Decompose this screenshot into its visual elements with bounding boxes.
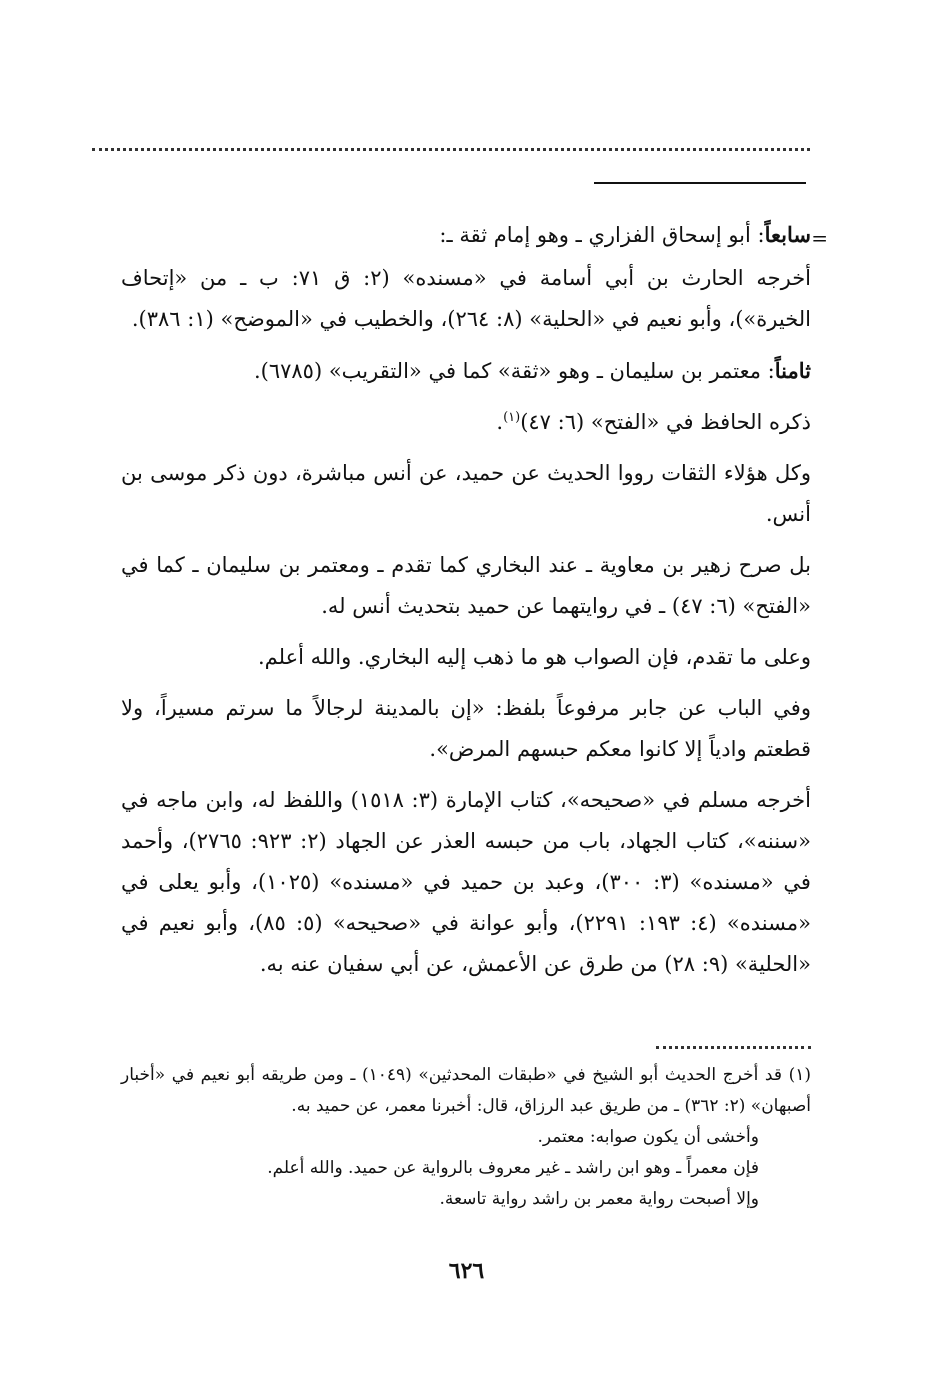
paragraph-label: سابعاً — [764, 222, 811, 247]
footnote-continuation: وإلا أصبحت رواية معمر بن راشد رواية تاسعة. — [439, 1189, 759, 1209]
page-number: ٦٢٦ — [448, 1258, 485, 1284]
footnotes — [121, 1060, 811, 1215]
paragraph-text: ذكره الحافظ في «الفتح» (٦: ٤٧) — [520, 410, 811, 434]
header-dotted-rule — [92, 148, 810, 151]
main-text — [121, 214, 811, 995]
paragraph-text: وفي الباب عن جابر مرفوعاً بلفظ: «إن بالمدينة لرجالاً ما سرتم مسيراً، ولا قطعتم وادياً إلا كانوا معكم حبسهم المرض». — [121, 696, 811, 761]
footnote-reference: (١) — [503, 410, 521, 425]
paragraph-zuhair — [121, 545, 811, 627]
footnote-continuation: فإن معمراً ـ وهو ابن راشد ـ غير معروف بالرواية عن حميد. والله أعلم. — [267, 1158, 759, 1178]
paragraph-text: أخرجه الحارث بن أبي أسامة في «مسنده» (٢: ق ٧١: ب ـ من «إتحاف الخيرة»)، وأبو نعيم في «الحلية» (٨: ٢٦٤)، والخطيب في «الموضح» (١: ٣٨٦). — [121, 266, 812, 331]
footnote-continuation: وأخشى أن يكون صوابه: معتمر. — [537, 1127, 759, 1147]
paragraph-text: : معتمر بن سليمان ـ وهو «ثقة» كما في «التقريب» (٦٧٨٥). — [253, 359, 775, 383]
paragraph-takhrij-1 — [121, 258, 811, 340]
paragraph-text: أخرجه مسلم في «صحيحه»، كتاب الإمارة (٣: ١٥١٨) واللفظ له، وابن ماجه في «سننه»، كتاب الجهاد، باب من حبسه العذر عن الجهاد (٢: ٩٢٣: ٢٧٦٥)، وأحمد في «مسنده» (٣: ٣٠٠)، وعبد بن حميد في «مسنده» (١٠٢٥)، وأبو يعلى في «مسنده» (٤: ١٩٣: ٢٢٩١)، وأبو عوانة في «صحيحه» (٥: ٨٥)، وأبو نعيم في «الحلية» (٩: ٢٨) من طرق عن الأعمش، عن أبي سفيان عنه به. — [121, 788, 811, 976]
footnote-item: (١) قد أخرج الحديث أبو الشيخ في «طبقات المحدثين» (١٠٤٩) ـ ومن طريقه أبو نعيم في «أخبار أصبهان» (٢: ٣٦٢) ـ من طريق عبد الرزاق، قال: أخبرنا معمر، عن حميد به. — [121, 1065, 811, 1116]
header-short-rule — [594, 182, 806, 184]
paragraph-jabir — [121, 688, 811, 770]
paragraph-eighth — [121, 350, 811, 392]
paragraph-end: . — [496, 410, 504, 434]
continuation-marker: = — [811, 226, 828, 250]
paragraph-text: : أبو إسحاق الفزاري ـ وهو إمام ثقة ـ: — [439, 223, 765, 247]
paragraph-fath-reference — [121, 402, 811, 443]
paragraph-label: ثامناً — [774, 358, 811, 383]
paragraph-seventh — [121, 214, 811, 256]
paragraph-takhrij-2 — [121, 780, 811, 985]
paragraph-text: وكل هؤلاء الثقات رووا الحديث عن حميد، عن أنس مباشرة، دون ذكر موسى بن أنس. — [121, 461, 811, 526]
paragraph-thiqat — [121, 453, 811, 535]
paragraph-text: وعلى ما تقدم، فإن الصواب هو ما ذهب إليه البخاري. والله أعلم. — [257, 645, 811, 669]
footnote-separator — [656, 1046, 811, 1049]
paragraph-conclusion — [121, 637, 811, 678]
paragraph-text: بل صرح زهير بن معاوية ـ عند البخاري كما تقدم ـ ومعتمر بن سليمان ـ كما في «الفتح» (٦: ٤٧) ـ في روايتهما عن حميد بتحديث أنس له. — [121, 553, 811, 618]
